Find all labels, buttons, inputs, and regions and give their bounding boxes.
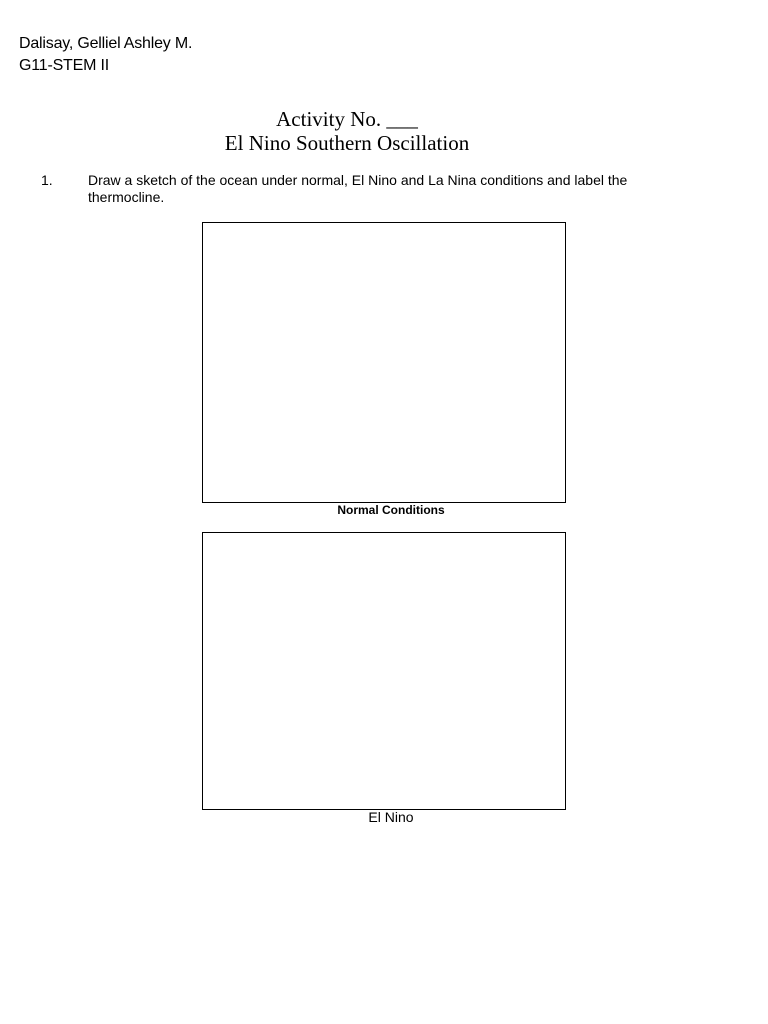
el-nino-caption: El Nino [368,809,414,825]
student-name: Dalisay, Gelliel Ashley M. [19,35,193,52]
question-text: Draw a sketch of the ocean under normal, El Nino and La Nina conditions and label the thermocline. [88,172,628,205]
activity-title: Activity No. ___ [276,107,418,131]
question-number: 1. [41,172,53,188]
student-section: G11-STEM II [19,57,109,74]
topic-title: El Nino Southern Oscillation [224,131,470,155]
el-nino-sketch-box [202,532,566,810]
normal-conditions-sketch-box [202,222,566,503]
normal-conditions-caption: Normal Conditions [337,503,445,517]
